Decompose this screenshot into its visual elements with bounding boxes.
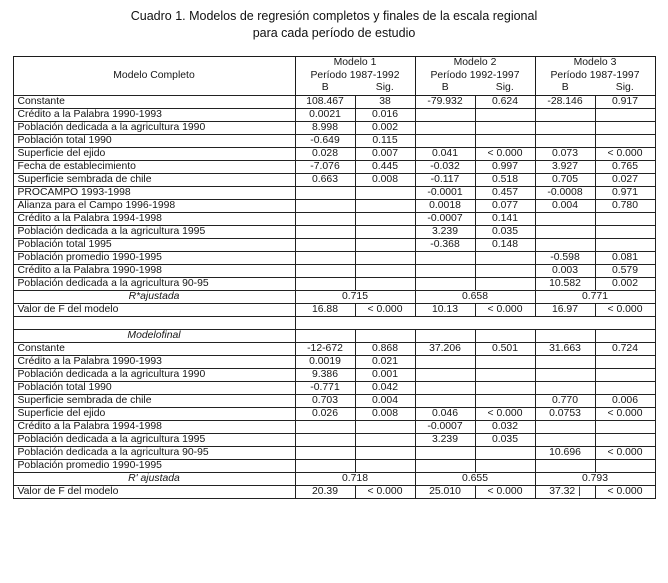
- value-cell: [415, 134, 475, 147]
- r2-value-cell: 0.771: [535, 290, 655, 303]
- value-cell: < 0.000: [595, 147, 655, 160]
- value-cell: [595, 212, 655, 225]
- table-row: [13, 264, 655, 277]
- value-cell: [415, 368, 475, 381]
- value-cell: [415, 381, 475, 394]
- value-cell: 0.148: [475, 238, 535, 251]
- value-cell: [355, 459, 415, 472]
- value-cell: 0.705: [535, 173, 595, 186]
- table-row: [13, 433, 655, 446]
- value-cell: [295, 212, 355, 225]
- table-row: [13, 407, 655, 420]
- value-cell: 10.13: [415, 303, 475, 316]
- section-label: Modelofinal: [13, 329, 295, 342]
- value-cell: 0.141: [475, 212, 535, 225]
- value-cell: 0.0021: [295, 108, 355, 121]
- table-row: [13, 173, 655, 186]
- value-cell: 0.997: [475, 160, 535, 173]
- value-cell: 0.115: [355, 134, 415, 147]
- value-cell: -0.0007: [415, 212, 475, 225]
- header-row-model: [13, 56, 655, 69]
- value-cell: [415, 251, 475, 264]
- value-cell: -0.0008: [535, 186, 595, 199]
- value-cell: [295, 459, 355, 472]
- value-cell: [595, 121, 655, 134]
- value-cell: [295, 238, 355, 251]
- table-row: [13, 290, 655, 303]
- value-cell: 0.003: [535, 264, 595, 277]
- value-cell: < 0.000: [355, 303, 415, 316]
- model1-sig-header: Sig.: [355, 82, 415, 95]
- value-cell: -0.368: [415, 238, 475, 251]
- value-cell: 0.016: [355, 108, 415, 121]
- blank-value-cell: [295, 316, 655, 329]
- table-row: [13, 199, 655, 212]
- table-row: [13, 225, 655, 238]
- value-cell: 31.663: [535, 342, 595, 355]
- value-cell: [595, 108, 655, 121]
- value-cell: [475, 355, 535, 368]
- value-cell: < 0.000: [595, 407, 655, 420]
- value-cell: [295, 329, 355, 342]
- value-cell: [415, 121, 475, 134]
- value-cell: 8.998: [295, 121, 355, 134]
- value-cell: 0.001: [355, 368, 415, 381]
- value-cell: [595, 433, 655, 446]
- value-cell: [475, 459, 535, 472]
- row-label: Superficie sembrada de chile: [13, 173, 295, 186]
- row-label: Población dedicada a la agricultura 1990: [13, 121, 295, 134]
- value-cell: 16.88: [295, 303, 355, 316]
- value-cell: -0.649: [295, 134, 355, 147]
- value-cell: [415, 459, 475, 472]
- value-cell: 0.073: [535, 147, 595, 160]
- row-label: Valor de F del modelo: [13, 485, 295, 498]
- table-row: [13, 472, 655, 485]
- value-cell: 0.028: [295, 147, 355, 160]
- value-cell: 0.724: [595, 342, 655, 355]
- model3-sig-header: Sig.: [595, 82, 655, 95]
- value-cell: -79.932: [415, 95, 475, 108]
- value-cell: [595, 368, 655, 381]
- row-label: Población dedicada a la agricultura 1995: [13, 225, 295, 238]
- value-cell: 3.927: [535, 160, 595, 173]
- value-cell: -0.0001: [415, 186, 475, 199]
- r2-value-cell: 0.718: [295, 472, 415, 485]
- model3-period-header: Período 1987-1997: [535, 69, 655, 82]
- row-label: Crédito a la Palabra 1990-1993: [13, 108, 295, 121]
- value-cell: 0.026: [295, 407, 355, 420]
- value-cell: [355, 212, 415, 225]
- value-cell: [535, 134, 595, 147]
- title-line-2: para cada período de estudio: [252, 25, 416, 40]
- value-cell: 0.077: [475, 199, 535, 212]
- value-cell: -28.146: [535, 95, 595, 108]
- value-cell: 0.004: [355, 394, 415, 407]
- page-title: [0, 8, 668, 42]
- value-cell: 20.39: [295, 485, 355, 498]
- table-row: [13, 485, 655, 498]
- value-cell: [595, 381, 655, 394]
- value-cell: [595, 329, 655, 342]
- value-cell: [355, 420, 415, 433]
- value-cell: [475, 121, 535, 134]
- value-cell: [535, 108, 595, 121]
- value-cell: [355, 433, 415, 446]
- table-row: [13, 420, 655, 433]
- row-label: Superficie sembrada de chile: [13, 394, 295, 407]
- value-cell: 10.582: [535, 277, 595, 290]
- value-cell: [295, 433, 355, 446]
- value-cell: [355, 251, 415, 264]
- value-cell: < 0.000: [595, 303, 655, 316]
- table-row: [13, 160, 655, 173]
- value-cell: 0.035: [475, 225, 535, 238]
- value-cell: 0.041: [415, 147, 475, 160]
- r2-row-label: R' ajustada: [13, 472, 295, 485]
- value-cell: [535, 238, 595, 251]
- value-cell: 37.32 |: [535, 485, 595, 498]
- model3-name-header: Modelo 3: [535, 56, 655, 69]
- row-label: Valor de F del modelo: [13, 303, 295, 316]
- value-cell: < 0.000: [595, 485, 655, 498]
- value-cell: 0.0018: [415, 199, 475, 212]
- table-row: [13, 381, 655, 394]
- row-label: Constante: [13, 342, 295, 355]
- value-cell: 0.703: [295, 394, 355, 407]
- value-cell: 3.239: [415, 433, 475, 446]
- table-row: [13, 95, 655, 108]
- value-cell: 0.971: [595, 186, 655, 199]
- value-cell: 0.007: [355, 147, 415, 160]
- value-cell: 10.696: [535, 446, 595, 459]
- value-cell: [355, 225, 415, 238]
- value-cell: [475, 108, 535, 121]
- value-cell: [295, 420, 355, 433]
- value-cell: [595, 238, 655, 251]
- value-cell: [415, 446, 475, 459]
- value-cell: [595, 355, 655, 368]
- value-cell: 0.765: [595, 160, 655, 173]
- value-cell: [535, 225, 595, 238]
- value-cell: 0.868: [355, 342, 415, 355]
- value-cell: [295, 225, 355, 238]
- table-header: [13, 56, 655, 95]
- value-cell: [475, 329, 535, 342]
- value-cell: 0.021: [355, 355, 415, 368]
- value-cell: [415, 264, 475, 277]
- table-row: [13, 277, 655, 290]
- value-cell: < 0.000: [355, 485, 415, 498]
- row-label: Población total 1990: [13, 381, 295, 394]
- value-cell: [355, 186, 415, 199]
- value-cell: 0.917: [595, 95, 655, 108]
- value-cell: [535, 433, 595, 446]
- value-cell: 0.579: [595, 264, 655, 277]
- value-cell: [295, 446, 355, 459]
- table-row: [13, 368, 655, 381]
- row-label: Población dedicada a la agricultura 1995: [13, 433, 295, 446]
- row-label: Población dedicada a la agricultura 1990: [13, 368, 295, 381]
- value-cell: [475, 394, 535, 407]
- value-cell: 0.027: [595, 173, 655, 186]
- value-cell: 37.206: [415, 342, 475, 355]
- value-cell: [415, 394, 475, 407]
- regression-table: [13, 56, 656, 499]
- value-cell: 0.008: [355, 407, 415, 420]
- table-row: [13, 251, 655, 264]
- table-row: [13, 303, 655, 316]
- value-cell: [475, 368, 535, 381]
- row-label: Crédito a la Palabra 1994-1998: [13, 420, 295, 433]
- model2-period-header: Período 1992-1997: [415, 69, 535, 82]
- model3-b-header: B: [535, 82, 595, 95]
- title-line-1: Cuadro 1. Modelos de regresión completos y finales de la escala regional: [130, 9, 538, 23]
- table-row: [13, 121, 655, 134]
- row-label: Superficie del ejido: [13, 147, 295, 160]
- table-row: [13, 108, 655, 121]
- value-cell: [595, 225, 655, 238]
- value-cell: [355, 329, 415, 342]
- value-cell: 0.457: [475, 186, 535, 199]
- value-cell: 0.042: [355, 381, 415, 394]
- value-cell: 0.663: [295, 173, 355, 186]
- value-cell: -0.771: [295, 381, 355, 394]
- value-cell: 0.002: [355, 121, 415, 134]
- table-row: [13, 394, 655, 407]
- model2-sig-header: Sig.: [475, 82, 535, 95]
- value-cell: 0.004: [535, 199, 595, 212]
- value-cell: 0.624: [475, 95, 535, 108]
- value-cell: [295, 199, 355, 212]
- value-cell: [355, 277, 415, 290]
- value-cell: 0.008: [355, 173, 415, 186]
- value-cell: -7.076: [295, 160, 355, 173]
- value-cell: [595, 420, 655, 433]
- model2-b-header: B: [415, 82, 475, 95]
- value-cell: -0.117: [415, 173, 475, 186]
- blank-label-cell: [13, 316, 295, 329]
- model1-b-header: B: [295, 82, 355, 95]
- table-row: [13, 316, 655, 329]
- value-cell: [295, 277, 355, 290]
- table-row: [13, 212, 655, 225]
- value-cell: [355, 199, 415, 212]
- row-label: PROCAMPO 1993-1998: [13, 186, 295, 199]
- value-cell: [475, 381, 535, 394]
- value-cell: 0.0019: [295, 355, 355, 368]
- value-cell: [535, 459, 595, 472]
- value-cell: -0.032: [415, 160, 475, 173]
- row-label: Superficie del ejido: [13, 407, 295, 420]
- r2-value-cell: 0.658: [415, 290, 535, 303]
- value-cell: [475, 446, 535, 459]
- row-label: Población total 1995: [13, 238, 295, 251]
- value-cell: 16.97: [535, 303, 595, 316]
- row-label: Población dedicada a la agricultura 90-95: [13, 277, 295, 290]
- table-row: [13, 342, 655, 355]
- table-body: [13, 95, 655, 498]
- model1-period-header: Período 1987-1992: [310, 69, 400, 81]
- value-cell: [355, 238, 415, 251]
- value-cell: 0.081: [595, 251, 655, 264]
- value-cell: 0.445: [355, 160, 415, 173]
- value-cell: [415, 355, 475, 368]
- table-row: [13, 459, 655, 472]
- value-cell: [535, 355, 595, 368]
- section-header-row: [13, 329, 655, 342]
- value-cell: [415, 108, 475, 121]
- value-cell: -0.0007: [415, 420, 475, 433]
- value-cell: [355, 446, 415, 459]
- value-cell: 25.010: [415, 485, 475, 498]
- row-label: Crédito a la Palabra 1990-1993: [13, 355, 295, 368]
- value-cell: 0.780: [595, 199, 655, 212]
- row-label: Alianza para el Campo 1996-1998: [13, 199, 295, 212]
- r2-row-label: R*ajustada: [13, 290, 295, 303]
- value-cell: < 0.000: [475, 485, 535, 498]
- r2-value-cell: 0.655: [415, 472, 535, 485]
- value-cell: < 0.000: [475, 147, 535, 160]
- row-label: Población dedicada a la agricultura 90-95: [13, 446, 295, 459]
- value-cell: 0.0753: [535, 407, 595, 420]
- value-cell: 38: [355, 95, 415, 108]
- value-cell: [475, 134, 535, 147]
- value-cell: 3.239: [415, 225, 475, 238]
- row-label: Crédito a la Palabra 1994-1998: [13, 212, 295, 225]
- table-row: [13, 446, 655, 459]
- value-cell: [535, 368, 595, 381]
- value-cell: [295, 264, 355, 277]
- value-cell: 0.002: [595, 277, 655, 290]
- value-cell: 0.006: [595, 394, 655, 407]
- value-cell: 0.035: [475, 433, 535, 446]
- value-cell: 0.518: [475, 173, 535, 186]
- value-cell: [595, 459, 655, 472]
- row-label: Constante: [13, 95, 295, 108]
- value-cell: [415, 329, 475, 342]
- value-cell: [475, 264, 535, 277]
- value-cell: [475, 251, 535, 264]
- table-row: [13, 147, 655, 160]
- row-label: Fecha de establecimiento: [13, 160, 295, 173]
- value-cell: [295, 186, 355, 199]
- value-cell: [595, 134, 655, 147]
- table-row: [13, 355, 655, 368]
- value-cell: 0.046: [415, 407, 475, 420]
- r2-value-cell: 0.793: [535, 472, 655, 485]
- value-cell: 9.386: [295, 368, 355, 381]
- value-cell: < 0.000: [475, 303, 535, 316]
- row-label: Población promedio 1990-1995: [13, 251, 295, 264]
- value-cell: [415, 277, 475, 290]
- value-cell: -12-672: [295, 342, 355, 355]
- value-cell: < 0.000: [475, 407, 535, 420]
- value-cell: -0.598: [535, 251, 595, 264]
- row-label: Población promedio 1990-1995: [13, 459, 295, 472]
- value-cell: 0.501: [475, 342, 535, 355]
- value-cell: [535, 420, 595, 433]
- table-row: [13, 238, 655, 251]
- label-column-header: Modelo Completo: [13, 56, 295, 95]
- value-cell: [535, 121, 595, 134]
- model1-name-header: Modelo 1: [333, 56, 377, 68]
- table-row: [13, 186, 655, 199]
- row-label: Población total 1990: [13, 134, 295, 147]
- value-cell: [535, 381, 595, 394]
- r2-value-cell: 0.715: [295, 290, 415, 303]
- value-cell: [475, 277, 535, 290]
- value-cell: [355, 264, 415, 277]
- model2-name-header: Modelo 2: [415, 56, 535, 69]
- row-label: Crédito a la Palabra 1990-1998: [13, 264, 295, 277]
- value-cell: < 0.000: [595, 446, 655, 459]
- value-cell: [535, 329, 595, 342]
- value-cell: 0.770: [535, 394, 595, 407]
- value-cell: 108.467: [295, 95, 355, 108]
- value-cell: [295, 251, 355, 264]
- value-cell: [535, 212, 595, 225]
- value-cell: 0.032: [475, 420, 535, 433]
- table-row: [13, 134, 655, 147]
